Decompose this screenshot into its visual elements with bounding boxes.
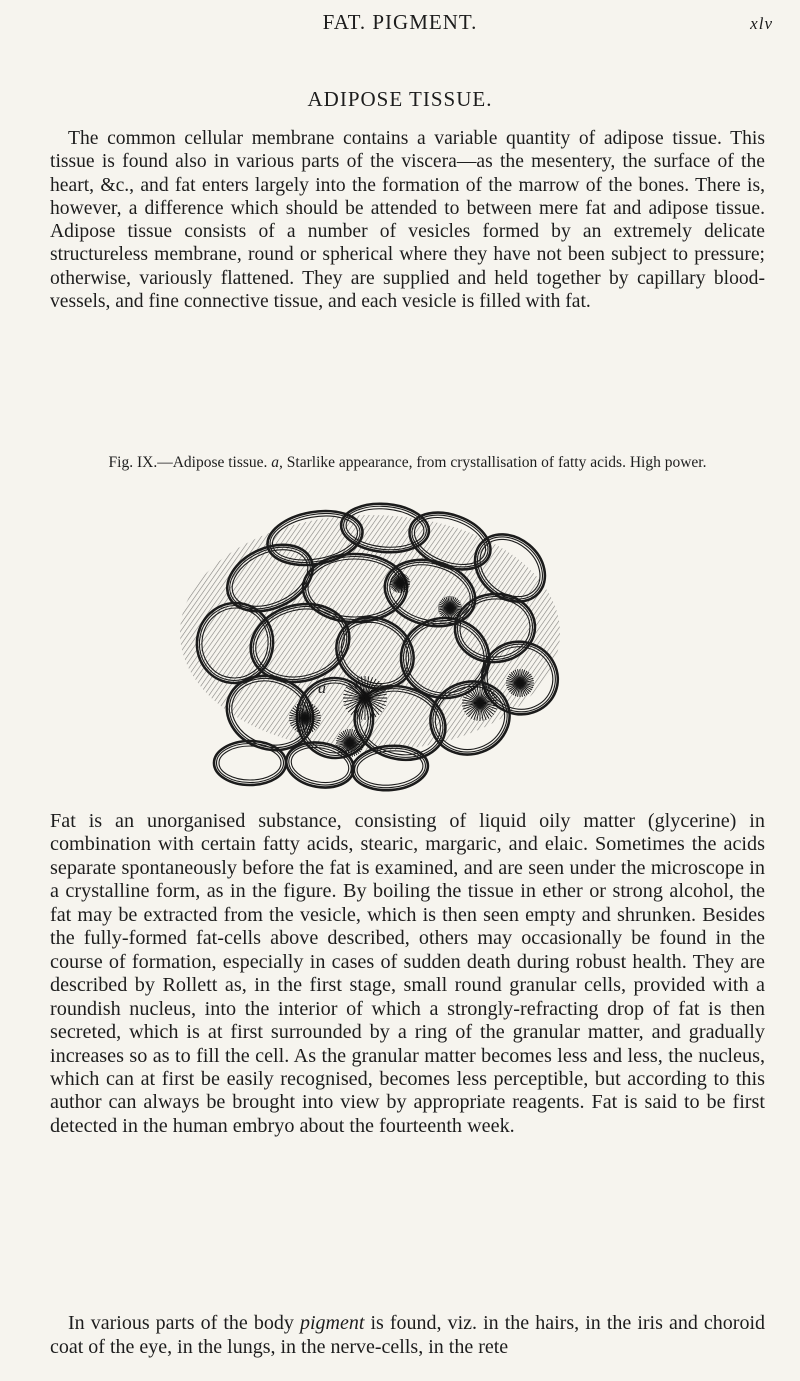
paragraph-fat: Fat is an unorganised substance, consisting of liquid oily matter (glycerine) in combination with certain fatty acids, stearic, margaric, and elaic. Sometimes the acids separate spontaneously before the fat is examined, and are seen under the microscope in a crystalline form, as in the figure. By boiling the tissue in ether or strong alcohol, the fat may be extracted from the vesicle, which is then seen empty and shrunken. Besides the fully-formed fat-cells above described, others may occasionally be found in the course of formation, especially in cases of sudden death during robust health. They are described by Rollett as, in the first stage, small round granular cells, provided with a roundish nucleus, into the interior of which a strongly-refracting drop of fat is then secreted, which is at first surrounded by a ring of the granular matter, and gradually increases so as to fill the cell. As the granular matter becomes less and less, the nucleus, which can at first be easily recognised, becomes less perceptible, but according to this author can always be brought into view by appropriate reagents. Fat is said to be first detected in the human embryo about the fourteenth week. — [50, 810, 765, 1137]
vesicle-outline — [217, 744, 284, 783]
pigment-term: pigment — [299, 1312, 365, 1334]
running-title: FAT. PIGMENT. — [322, 10, 478, 34]
adipose-tissue-illustration — [150, 493, 610, 793]
figure-caption — [50, 453, 765, 472]
section-title: ADIPOSE TISSUE. — [307, 87, 493, 111]
caption-label: a, — [271, 454, 283, 471]
adipose-tissue-figure — [150, 493, 610, 793]
pigment-text-after: is found, viz. in the hairs, in the iris and choroid coat of the eye, in the lungs, in the nerve-cells, in the rete — [50, 1312, 765, 1358]
paragraph-adipose-intro: The common cellular membrane contains a variable quantity of adipose tissue. This tissue is found also in various parts of the viscera—as the mesentery, the surface of the heart, &c., and fat enters largely into the formation of the marrow of the bones. There is, however, a difference which should be attended to between mere fat and adipose tissue. Adipose tissue consists of a number of vesicles formed by an extremely delicate structureless membrane, round or spherical where they have not been subject to pressure; otherwise, variously flattened. They are supplied and held together by capillary blood-vessels, and fine connective tissue, and each vesicle is filled with fat. — [50, 128, 765, 313]
vesicle-outline — [219, 746, 281, 780]
caption-prefix: Fig. IX.—Adipose tissue. — [108, 454, 272, 471]
vesicle-outline — [214, 741, 286, 785]
page-number: xlv — [750, 14, 773, 33]
pigment-text-before: In various parts of the body — [68, 1312, 300, 1334]
paragraph-pigment — [50, 1311, 765, 1359]
figure-label-a: a — [318, 680, 326, 697]
running-head — [0, 10, 800, 40]
caption-suffix: Starlike appearance, from crystallisation of fatty acids. High power. — [282, 454, 707, 471]
